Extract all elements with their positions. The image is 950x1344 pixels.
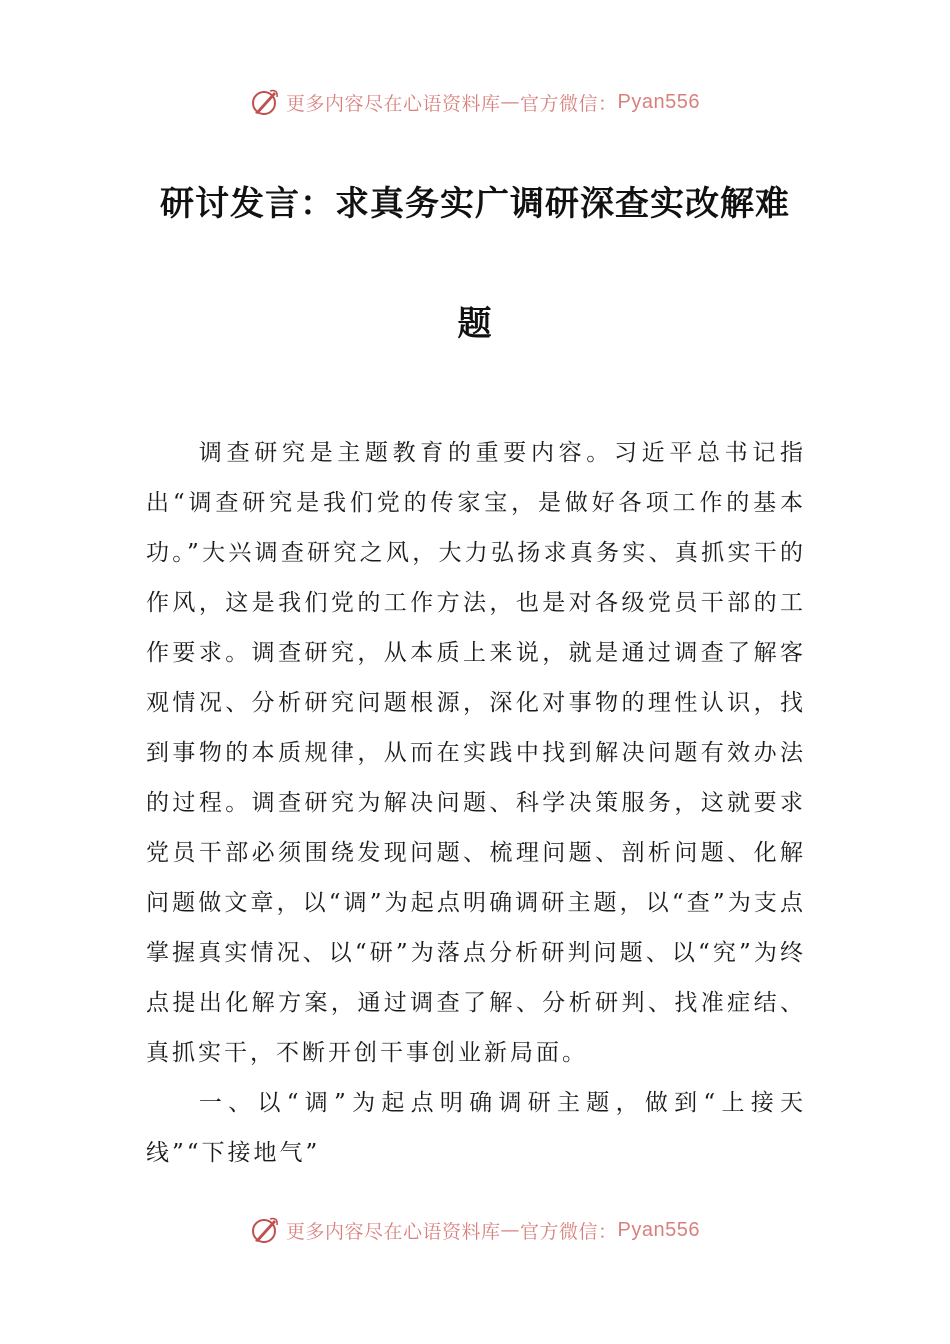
banner-dash: — (500, 91, 521, 113)
footer-official-label: 官方微信： (520, 1220, 618, 1243)
footer-banner (0, 1210, 950, 1250)
document-title-line1: 研讨发言：求真务实广调研深查实改解难 (160, 184, 790, 224)
body-paragraph-intro: 调查研究是主题教育的重要内容。习近平总书记指出“调查研究是我们党的传家宝，是做好各项工作的基本功。”大兴调查研究之风，大力弘扬求真务实、真抓实干的作风，这是我们党的工作方法，也是对各级党员干部的工作要求。调查研究，从本质上来说，就是通过调查了解客观情况、分析研究问题根源，深化对事物的理性认识，找到事物的本质规律，从而在实践中找到解决问题有效办法的过程。调查研究为解决问题、科学决策服务，这就要求党员干部必须围绕发现问题、梳理问题、剖析问题、化解问题做文章，以“调”为起点明确调研主题，以“查”为支点掌握真实情况、以“研”为落点分析研判问题、以“究”为终点提出化解方案，通过调查了解、分析研判、找准症结、真抓实干，不断开创干事创业新局面。 (146, 440, 806, 1066)
document-body (146, 428, 806, 1178)
banner-brand-text: 更多内容尽在心语资料库 (286, 92, 501, 115)
footer-wechat-id: Pyan556 (617, 1218, 700, 1241)
banner-wechat-id: Pyan556 (617, 90, 700, 113)
quill-pen-logo-icon (250, 1215, 280, 1245)
quill-pen-logo-icon (250, 87, 280, 117)
body-paragraph-section-heading: 一、以“调”为起点明确调研主题，做到“上接天线”“下接地气” (146, 1090, 806, 1166)
footer-dash: — (500, 1219, 521, 1241)
document-title-line2: 题 (457, 304, 493, 344)
footer-brand-text: 更多内容尽在心语资料库 (286, 1220, 501, 1243)
banner-official-label: 官方微信： (520, 92, 618, 115)
header-banner (0, 82, 950, 122)
